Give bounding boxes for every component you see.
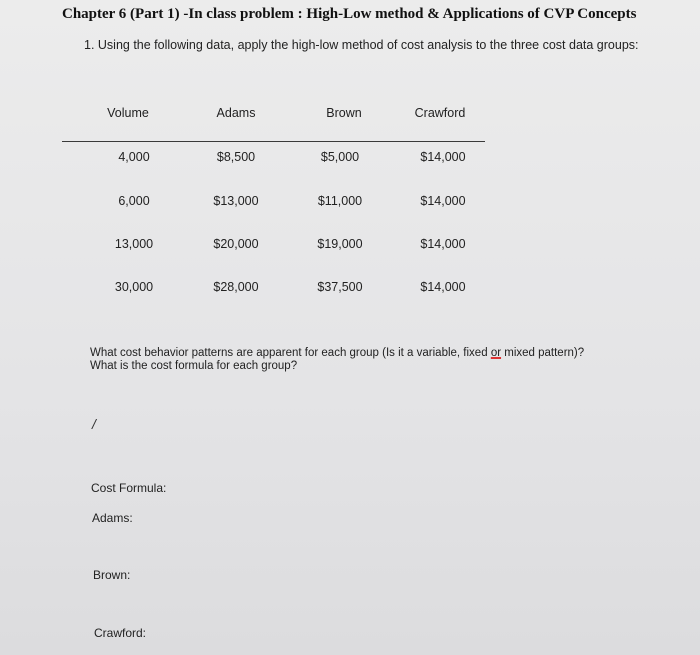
- adams-label: Adams:: [92, 511, 133, 525]
- behavior-question-text: What cost behavior patterns are apparent for each group (Is it a variable, fixed: [90, 347, 491, 359]
- header-divider: [62, 141, 485, 142]
- question-text: 1. Using the following data, apply the high-low method of cost analysis to the three cost data groups:: [84, 38, 639, 52]
- cost-formula-label: Cost Formula:: [91, 481, 167, 495]
- cell-crawford: $14,000: [420, 280, 466, 294]
- cell-volume: 6,000: [118, 194, 150, 208]
- cell-volume: 13,000: [114, 237, 154, 251]
- cell-adams: $28,000: [213, 280, 259, 294]
- cell-volume: 4,000: [118, 150, 150, 164]
- cell-brown: $37,500: [317, 280, 363, 294]
- crawford-label: Crawford:: [94, 626, 147, 640]
- cell-crawford: $14,000: [420, 194, 466, 208]
- cell-volume: 30,000: [114, 280, 154, 294]
- cell-crawford: $14,000: [420, 237, 466, 251]
- cell-crawford: $14,000: [420, 150, 466, 164]
- or-underlined: or: [490, 347, 502, 359]
- brown-label: Brown:: [93, 568, 131, 582]
- cell-brown: $5,000: [320, 150, 360, 164]
- behavior-question-end: mixed pattern)?: [501, 347, 585, 359]
- pen-mark: /: [92, 416, 96, 432]
- header-volume: Volume: [107, 106, 149, 120]
- cell-adams: $13,000: [213, 194, 259, 208]
- behavior-question: [90, 347, 584, 373]
- cell-adams: $8,500: [216, 150, 256, 164]
- header-adams: Adams: [216, 106, 256, 120]
- cell-brown: $11,000: [317, 194, 363, 208]
- header-brown: Brown: [326, 106, 362, 120]
- formula-question-text: What is the cost formula for each group?: [90, 360, 298, 372]
- cell-brown: $19,000: [317, 237, 363, 251]
- header-crawford: Crawford: [414, 106, 466, 120]
- cell-adams: $20,000: [213, 237, 259, 251]
- page-title: Chapter 6 (Part 1) -In class problem : High-Low method & Applications of CVP Concepts: [62, 6, 637, 22]
